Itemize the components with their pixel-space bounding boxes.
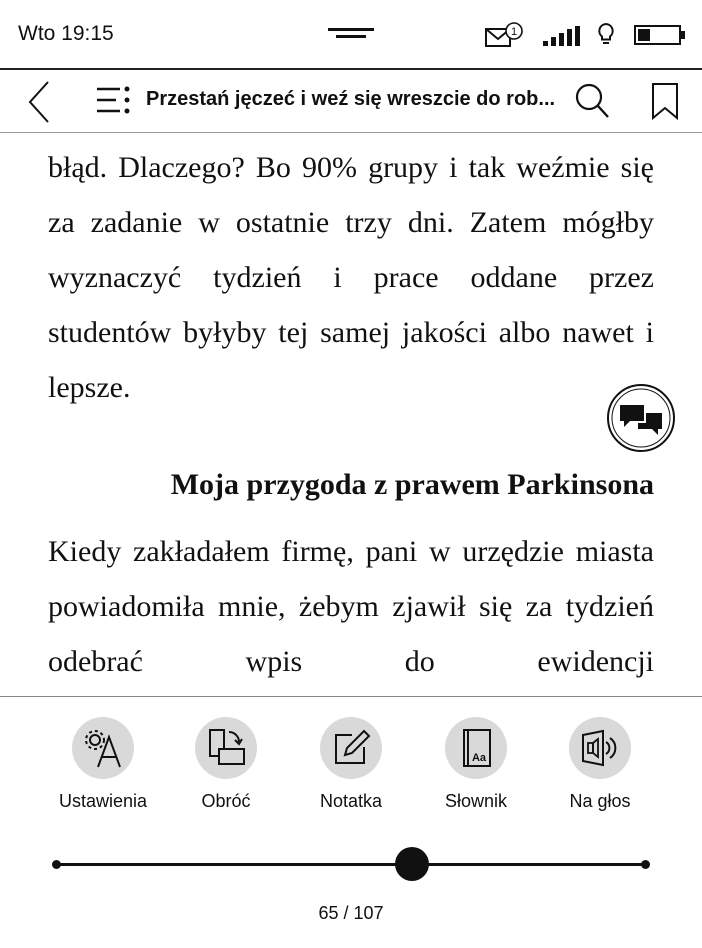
settings-font-icon xyxy=(72,717,134,779)
rotate-icon xyxy=(195,717,257,779)
bookmark-icon[interactable] xyxy=(650,82,680,120)
dictionary-icon xyxy=(445,717,507,779)
reading-area[interactable] xyxy=(48,140,654,696)
speaker-icon xyxy=(569,717,631,779)
search-icon[interactable] xyxy=(574,82,610,120)
status-bar xyxy=(0,0,702,68)
toc-icon[interactable] xyxy=(96,84,132,116)
battery-fill xyxy=(638,29,650,41)
paragraph-2: Kiedy zakładałem firmę, pani w urzędzie miasta powiadomiła mnie, żebym zjawił się za tydzień odebrać wpis do ewidencji xyxy=(48,535,654,678)
page-indicator: 65 / 107 xyxy=(318,903,384,923)
menu-note-button[interactable] xyxy=(289,717,413,817)
bulb-icon[interactable] xyxy=(596,22,616,46)
comments-icon[interactable] xyxy=(606,383,676,453)
toolbar-divider xyxy=(0,132,702,133)
slider-start-dot xyxy=(52,860,61,869)
mail-icon[interactable] xyxy=(485,22,525,48)
menu-dictionary-button[interactable] xyxy=(414,717,538,817)
slider-handle[interactable] xyxy=(395,847,429,881)
menu-read-aloud-button[interactable] xyxy=(538,717,662,817)
slider-end-dot xyxy=(641,860,650,869)
note-icon xyxy=(320,717,382,779)
slider-track[interactable] xyxy=(56,863,646,866)
battery-icon xyxy=(634,24,686,46)
menu-label-dictionary: Słownik xyxy=(444,791,508,811)
paragraph-1: błąd. Dlaczego? Bo 90% grupy i tak weźmie się za zadanie w ostatnie trzy dni. Zatem mógłby wyznaczyć tydzień i prace oddane przez studentów byłyby tej samej jakości albo nawet i lepsze. xyxy=(48,151,654,404)
page-progress-slider[interactable] xyxy=(52,845,650,885)
menu-label-note: Notatka xyxy=(319,791,383,811)
menu-settings-button[interactable] xyxy=(41,717,165,817)
back-icon[interactable] xyxy=(26,80,52,124)
bottom-menu xyxy=(0,697,702,948)
menu-rotate-button[interactable] xyxy=(164,717,288,817)
book-title[interactable]: Przestań jęczeć i weź się wreszcie do rob... xyxy=(146,88,556,110)
section-heading: Moja przygoda z prawem Parkinsona xyxy=(170,468,654,501)
reader-toolbar xyxy=(0,70,702,132)
menu-label-read-aloud: Na głos xyxy=(569,791,631,811)
clock: Wto 19:15 xyxy=(18,22,114,45)
mail-badge: 1 xyxy=(510,26,518,38)
signal-icon xyxy=(542,26,582,46)
drag-handle-icon[interactable] xyxy=(328,28,374,40)
menu-label-settings: Ustawienia xyxy=(58,791,148,811)
menu-label-rotate: Obróć xyxy=(201,791,251,811)
svg-text:Aa: Aa xyxy=(471,752,487,764)
